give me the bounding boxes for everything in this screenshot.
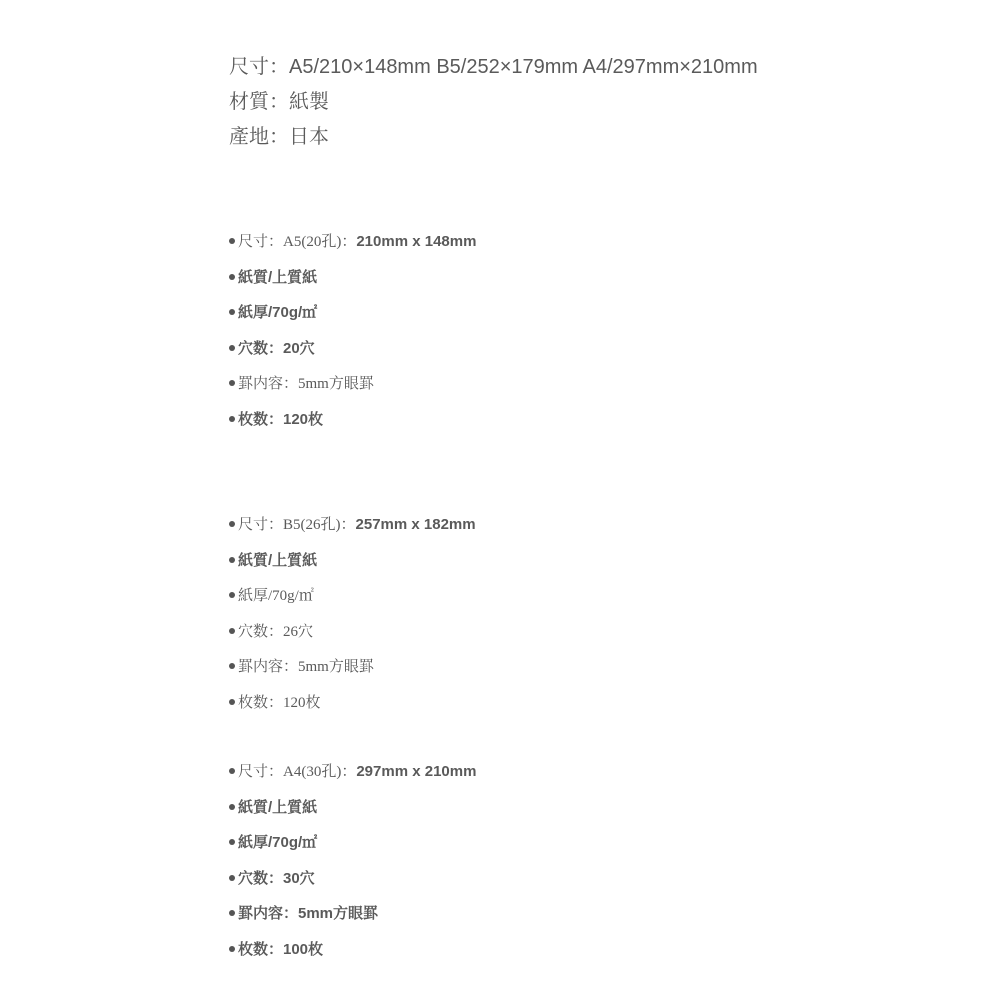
spec-sheets [229, 685, 476, 721]
summary-size: 尺寸：A5/210×148mm B5/252×179mm A4/297mm×210mm [229, 56, 758, 78]
bullet-icon [229, 238, 235, 244]
spec-holes [229, 331, 476, 367]
spec-paper-text: 紙質/上質紙 [238, 268, 318, 286]
spec-ruling [229, 366, 476, 402]
spec-thickness [229, 825, 476, 861]
spec-size [229, 224, 476, 260]
spec-paper-text: 紙質/上質紙 [238, 798, 318, 816]
product-summary [229, 50, 758, 155]
spec-size-value: 257mm x 182mm [355, 516, 476, 533]
bullet-icon [229, 592, 235, 598]
spec-ruling-text: 罫内容：5mm方眼罫 [238, 376, 374, 392]
spec-paper [229, 543, 476, 579]
spec-size-value: 297mm x 210mm [356, 763, 477, 780]
spec-sheets-text: 枚数：120枚 [238, 410, 324, 428]
spec-size-prefix: 尺寸： [238, 234, 284, 250]
spec-block-a5 [229, 224, 476, 437]
spec-size-value: 210mm x 148mm [356, 233, 477, 250]
bullet-icon [229, 910, 235, 916]
spec-thickness [229, 295, 476, 331]
spec-thickness-text: 紙厚/70g/㎡ [238, 834, 318, 851]
bullet-icon [229, 557, 235, 563]
spec-sheets [229, 932, 476, 968]
spec-block-b5 [229, 507, 476, 720]
summary-origin: 產地：日本 [229, 126, 329, 148]
spec-thickness [229, 578, 476, 614]
spec-size [229, 507, 476, 543]
bullet-icon [229, 416, 235, 422]
spec-ruling-text: 罫内容：5mm方眼罫 [238, 659, 374, 675]
spec-holes-text: 穴数：30穴 [238, 869, 315, 887]
bullet-icon [229, 380, 235, 386]
bullet-icon [229, 768, 235, 774]
summary-material: 材質：紙製 [229, 91, 329, 113]
spec-size [229, 754, 476, 790]
spec-size-prefix: 尺寸： [238, 517, 284, 533]
bullet-icon [229, 628, 235, 634]
spec-holes-text: 穴数：20穴 [238, 339, 315, 357]
bullet-icon [229, 804, 235, 810]
bullet-icon [229, 274, 235, 280]
spec-size-model: B5(26孔)： [283, 517, 356, 533]
spec-paper [229, 790, 476, 826]
spec-ruling [229, 896, 476, 932]
bullet-icon [229, 875, 235, 881]
bullet-icon [229, 839, 235, 845]
spec-sheets [229, 402, 476, 438]
spec-holes-text: 穴数：26穴 [238, 623, 314, 640]
spec-sheets-text: 枚数：100枚 [238, 940, 324, 958]
spec-sheets-text: 枚数：120枚 [238, 694, 321, 711]
spec-paper-text: 紙質/上質紙 [238, 551, 318, 569]
spec-size-model: A4(30孔)： [283, 764, 357, 780]
spec-ruling [229, 649, 476, 685]
bullet-icon [229, 663, 235, 669]
bullet-icon [229, 345, 235, 351]
spec-block-a4 [229, 754, 476, 967]
spec-paper [229, 260, 476, 296]
spec-ruling-text: 罫内容：5mm方眼罫 [238, 905, 379, 922]
spec-holes [229, 614, 476, 650]
spec-thickness-text: 紙厚/70g/㎡ [238, 304, 318, 321]
spec-size-model: A5(20孔)： [283, 234, 357, 250]
spec-holes [229, 861, 476, 897]
bullet-icon [229, 946, 235, 952]
bullet-icon [229, 699, 235, 705]
spec-size-prefix: 尺寸： [238, 764, 284, 780]
bullet-icon [229, 521, 235, 527]
bullet-icon [229, 309, 235, 315]
spec-thickness-text: 紙厚/70g/㎡ [238, 588, 314, 604]
